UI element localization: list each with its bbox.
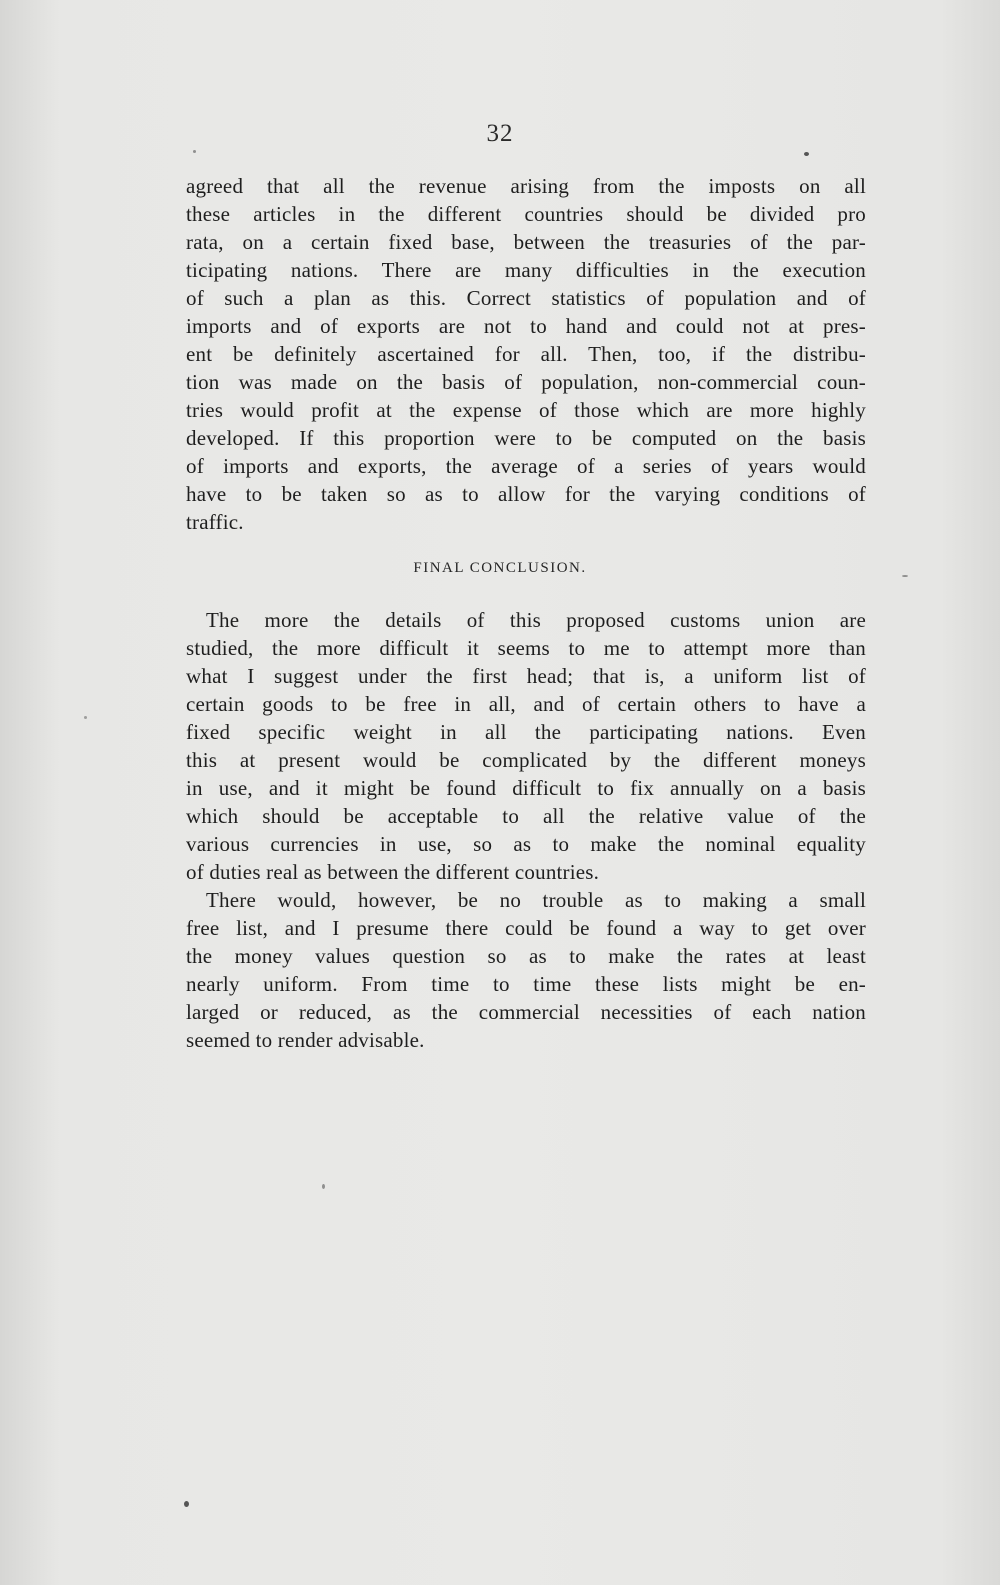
text-line: rata, on a certain fixed base, between the treasuries of the par-: [186, 230, 866, 254]
paper-speck: [84, 716, 87, 719]
text-line: seemed to render advisable.: [186, 1028, 425, 1052]
text-line: various currencies in use, so as to make the nominal equality: [186, 832, 866, 856]
text-line: agreed that all the revenue arising from the imposts on all: [186, 174, 866, 198]
paper-speck: [193, 150, 196, 153]
text-line: imports and of exports are not to hand and could not at pres-: [186, 314, 866, 338]
text-line: of duties real as between the different countries.: [186, 860, 600, 884]
text-line: these articles in the different countries should be divided pro: [186, 202, 866, 226]
text-line: tion was made on the basis of population, non-commercial coun-: [186, 370, 866, 394]
paragraph-continuation: [186, 172, 866, 536]
section-heading: FINAL CONCLUSION.: [413, 560, 587, 576]
paper-speck: [322, 1184, 325, 1189]
text-line: which should be acceptable to all the relative value of the: [186, 804, 866, 828]
text-line: certain goods to be free in all, and of certain others to have a: [186, 692, 866, 716]
text-line: of imports and exports, the average of a series of years would: [186, 454, 866, 478]
text-line: the money values question so as to make the rates at least: [186, 944, 866, 968]
text-line: nearly uniform. From time to time these lists might be en-: [186, 972, 866, 996]
text-line: ticipating nations. There are many difficulties in the execution: [186, 258, 866, 282]
text-line: in use, and it might be found difficult to fix annually on a basis: [186, 776, 866, 800]
text-line: free list, and I presume there could be found a way to get over: [186, 916, 866, 940]
paragraph-final-conclusion: [186, 606, 866, 1054]
paper-speck: [902, 575, 908, 577]
text-line: this at present would be complicated by the different moneys: [186, 748, 866, 772]
page-number: 32: [486, 120, 514, 147]
text-line: fixed specific weight in all the participating nations. Even: [186, 720, 866, 744]
text-line: studied, the more difficult it seems to me to attempt more than: [186, 636, 866, 660]
text-line: There would, however, be no trouble as to making a small: [206, 888, 866, 912]
text-line: what I suggest under the first head; that is, a uniform list of: [186, 664, 866, 688]
paper-speck: [804, 152, 809, 156]
text-line: ent be definitely ascertained for all. Then, too, if the distribu-: [186, 342, 866, 366]
paper-speck: [184, 1501, 189, 1507]
text-line: have to be taken so as to allow for the varying conditions of: [186, 482, 866, 506]
text-line: developed. If this proportion were to be computed on the basis: [186, 426, 866, 450]
text-line: of such a plan as this. Correct statistics of population and of: [186, 286, 866, 310]
text-line: The more the details of this proposed customs union are: [206, 608, 866, 632]
text-line: tries would profit at the expense of those which are more highly: [186, 398, 866, 422]
text-line: larged or reduced, as the commercial necessities of each nation: [186, 1000, 866, 1024]
text-line: traffic.: [186, 510, 244, 534]
